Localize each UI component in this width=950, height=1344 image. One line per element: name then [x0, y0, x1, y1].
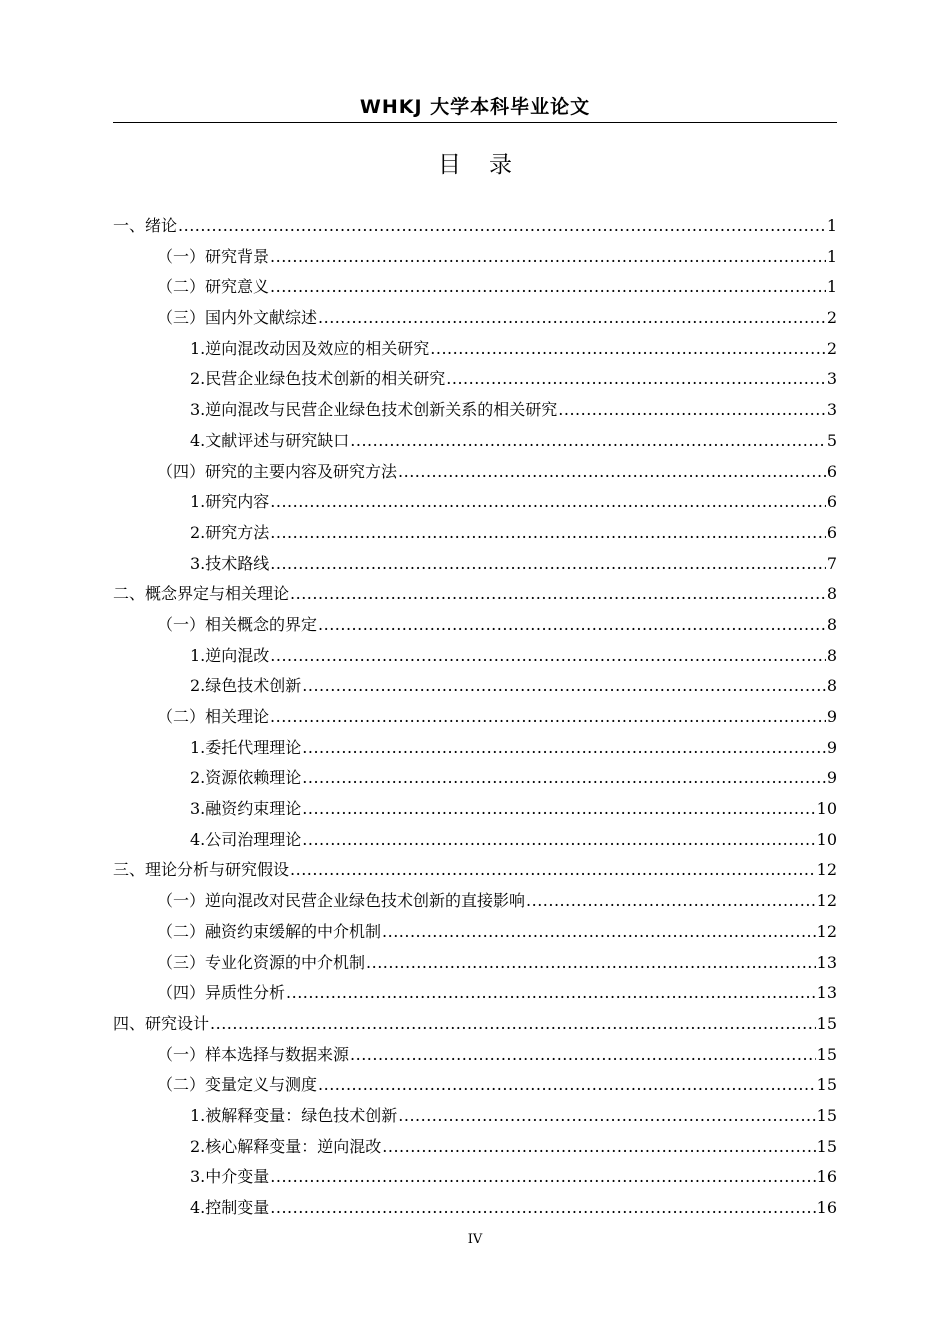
toc-entry-label: 3.技术路线: [190, 553, 270, 573]
toc-entry-label: 2.绿色技术创新: [190, 676, 302, 696]
toc-entry-page: 16: [816, 1198, 837, 1217]
toc-dot-leader: [270, 487, 826, 518]
toc-entry-label: （二）变量定义与测度: [157, 1075, 318, 1095]
toc-entry[interactable]: [113, 886, 837, 917]
toc-entry-page: 10: [816, 829, 837, 849]
toc-entry-label: 二、概念界定与相关理论: [113, 584, 290, 604]
toc-entry[interactable]: [113, 487, 837, 518]
toc-entry-page: 5: [826, 430, 837, 450]
toc-dot-leader: [270, 1193, 815, 1224]
toc-entry[interactable]: [113, 671, 837, 702]
toc-dot-leader: [178, 211, 826, 242]
page-number: IV: [467, 1232, 483, 1247]
toc-entry-label: 2.民营企业绿色技术创新的相关研究: [190, 369, 446, 389]
toc-entry-label: （四）异质性分析: [157, 983, 286, 1003]
toc-entry-page: 3: [826, 400, 837, 420]
toc-dot-leader: [286, 978, 816, 1009]
toc-entry-page: 8: [826, 614, 837, 634]
toc-entry[interactable]: [113, 610, 837, 641]
toc-entry-page: 15: [816, 1105, 837, 1125]
toc-dot-leader: [270, 702, 826, 733]
toc-entry-label: 2.资源依赖理论: [190, 768, 302, 788]
toc-dot-leader: [318, 1070, 816, 1101]
toc-entry[interactable]: [113, 457, 837, 488]
toc-entry-page: 2: [826, 338, 837, 358]
toc-entry-page: 1: [826, 216, 837, 235]
toc-dot-leader: [318, 610, 826, 641]
toc-dot-leader: [270, 518, 826, 549]
toc-dot-leader: [302, 763, 826, 794]
toc-entry-label: 3.逆向混改与民营企业绿色技术创新关系的相关研究: [190, 400, 558, 420]
toc-entry[interactable]: [113, 978, 837, 1009]
toc-entry-label: 4.公司治理理论: [190, 829, 302, 849]
toc-entry[interactable]: [113, 763, 837, 794]
toc-dot-leader: [350, 426, 826, 457]
toc-entry-page: 12: [816, 921, 837, 941]
toc-entry-label: 四、研究设计: [113, 1013, 210, 1033]
toc-entry-label: （三）专业化资源的中介机制: [157, 952, 366, 972]
toc-entry-page: 9: [826, 768, 837, 788]
toc-dot-leader: [446, 364, 826, 395]
toc-entry[interactable]: [113, 395, 837, 426]
toc-dot-leader: [302, 671, 826, 702]
toc-entry-label: 4.文献评述与研究缺口: [190, 430, 350, 450]
toc-entry[interactable]: [113, 948, 837, 979]
toc-entry-page: 13: [816, 983, 837, 1003]
toc-dot-leader: [366, 948, 816, 979]
toc-entry-page: 6: [826, 492, 837, 512]
toc-dot-leader: [290, 855, 816, 886]
toc-entry-page: 2: [826, 308, 837, 328]
toc-entry[interactable]: [113, 825, 837, 856]
toc-dot-leader: [302, 794, 815, 825]
toc-entry[interactable]: [113, 1132, 837, 1163]
toc-entry[interactable]: [113, 549, 837, 580]
toc-entry[interactable]: [113, 364, 837, 395]
toc-entry[interactable]: [113, 303, 837, 334]
toc-entry[interactable]: [113, 702, 837, 733]
toc-entry-page: 8: [826, 645, 837, 665]
toc-entry-page: 16: [816, 1167, 837, 1187]
toc-entry-label: 2.研究方法: [190, 522, 270, 542]
toc-entry[interactable]: [113, 1162, 837, 1193]
toc-dot-leader: [270, 641, 826, 672]
toc-entry[interactable]: [113, 733, 837, 764]
toc-entry-page: 15: [816, 1136, 837, 1156]
toc-dot-leader: [210, 1009, 816, 1040]
toc-entry[interactable]: [113, 794, 837, 825]
toc-entry-page: 15: [816, 1013, 837, 1033]
toc-entry-label: 4.控制变量: [190, 1198, 270, 1217]
toc-dot-leader: [398, 457, 826, 488]
toc-entry-page: 8: [826, 676, 837, 696]
toc-dot-leader: [270, 549, 826, 580]
toc-entry-label: 3.中介变量: [190, 1167, 270, 1187]
toc-dot-leader: [302, 733, 826, 764]
toc-entry-label: （二）融资约束缓解的中介机制: [157, 921, 382, 941]
toc-dot-leader: [398, 1101, 815, 1132]
toc-entry-page: 1: [826, 246, 837, 266]
toc-entry-label: 1.委托代理理论: [190, 737, 302, 757]
toc-entry-label: （三）国内外文献综述: [157, 308, 318, 328]
toc-dot-leader: [430, 334, 826, 365]
toc-entry-label: （一）样本选择与数据来源: [157, 1044, 350, 1064]
toc-entry[interactable]: [113, 1040, 837, 1071]
toc-dot-leader: [302, 825, 815, 856]
toc-entry-page: 1: [826, 277, 837, 297]
toc-entry-page: 15: [816, 1044, 837, 1064]
toc-entry[interactable]: [113, 855, 837, 886]
toc-dot-leader: [382, 917, 816, 948]
toc-entry[interactable]: [113, 518, 837, 549]
toc-entry-label: 1.被解释变量：绿色技术创新: [190, 1105, 398, 1125]
toc-entry[interactable]: [113, 211, 837, 242]
toc-entry[interactable]: [113, 1009, 837, 1040]
toc-dot-leader: [382, 1132, 815, 1163]
toc-entry-label: 1.逆向混改动因及效应的相关研究: [190, 338, 430, 358]
toc-entry[interactable]: [113, 334, 837, 365]
toc-entry-page: 6: [826, 522, 837, 542]
toc-entry-page: 12: [816, 860, 837, 880]
toc-dot-leader: [270, 272, 826, 303]
toc-entry-page: 7: [826, 553, 837, 573]
toc-entry-page: 6: [826, 461, 837, 481]
toc-dot-leader: [270, 242, 826, 273]
toc-entry-label: （一）研究背景: [157, 246, 270, 266]
toc-dot-leader: [350, 1040, 816, 1071]
toc-entry-page: 3: [826, 369, 837, 389]
toc-entry[interactable]: [113, 641, 837, 672]
toc-entry[interactable]: [113, 579, 837, 610]
toc-entry-label: （一）相关概念的界定: [157, 614, 318, 634]
toc-dot-leader: [558, 395, 826, 426]
table-of-contents: [113, 211, 837, 1224]
toc-entry-page: 9: [826, 737, 837, 757]
toc-entry-label: 三、理论分析与研究假设: [113, 860, 290, 880]
toc-entry[interactable]: [113, 1193, 837, 1224]
toc-entry-page: 10: [816, 799, 837, 819]
toc-entry-page: 12: [816, 891, 837, 911]
toc-entry-page: 9: [826, 707, 837, 726]
toc-entry-label: 1.逆向混改: [190, 645, 270, 665]
page-header: WHKJ 大学本科毕业论文: [113, 94, 837, 123]
toc-entry[interactable]: [113, 1070, 837, 1101]
toc-entry-label: （四）研究的主要内容及研究方法: [157, 461, 398, 481]
toc-dot-leader: [290, 579, 826, 610]
toc-entry-page: 15: [816, 1075, 837, 1095]
toc-entry-label: 1.研究内容: [190, 492, 270, 512]
toc-entry-label: （二）相关理论: [157, 707, 270, 726]
toc-dot-leader: [318, 303, 826, 334]
toc-entry[interactable]: [113, 272, 837, 303]
toc-dot-leader: [526, 886, 816, 917]
toc-entry-page: 8: [826, 584, 837, 604]
toc-entry-label: 2.核心解释变量：逆向混改: [190, 1136, 382, 1156]
toc-entry-label: （一）逆向混改对民营企业绿色技术创新的直接影响: [157, 891, 526, 911]
toc-entry[interactable]: [113, 917, 837, 948]
toc-entry-label: 3.融资约束理论: [190, 799, 302, 819]
toc-entry-page: 13: [816, 952, 837, 972]
toc-entry[interactable]: [113, 242, 837, 273]
toc-entry[interactable]: [113, 426, 837, 457]
toc-entry[interactable]: [113, 1101, 837, 1132]
toc-title: 目录: [438, 152, 540, 178]
toc-entry-label: （二）研究意义: [157, 277, 270, 297]
toc-dot-leader: [270, 1162, 815, 1193]
toc-entry-label: 一、绪论: [113, 216, 178, 235]
